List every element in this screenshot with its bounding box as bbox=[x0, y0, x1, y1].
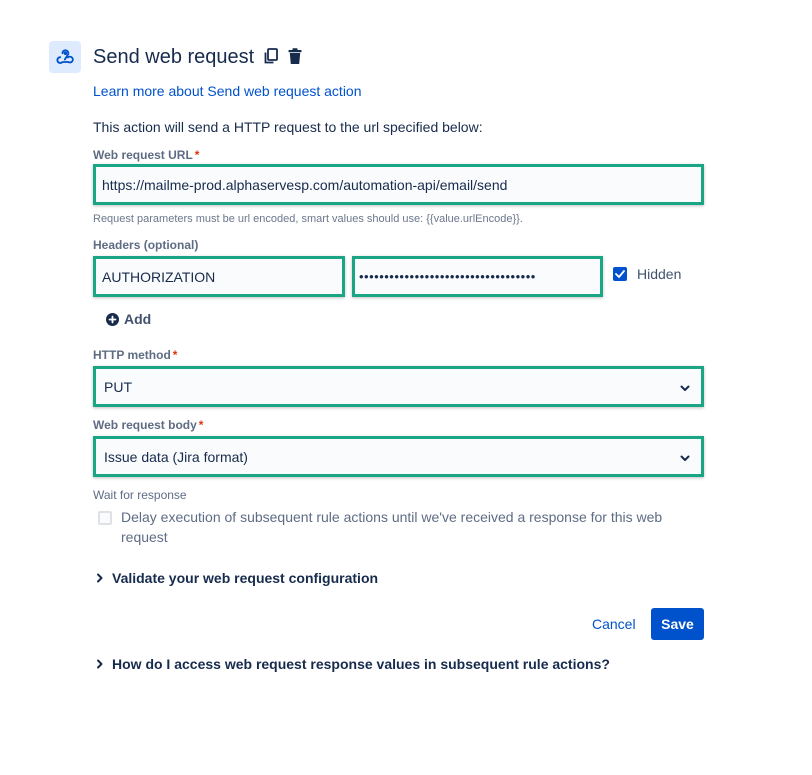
http-method-value: PUT bbox=[104, 378, 132, 395]
trash-icon[interactable] bbox=[286, 46, 304, 66]
url-label-text: Web request URL bbox=[93, 148, 193, 162]
method-label-text: HTTP method bbox=[93, 348, 171, 362]
wait-for-response-label: Wait for response bbox=[93, 488, 187, 502]
headers-label: Headers (optional) bbox=[93, 238, 199, 252]
intro-text: This action will send a HTTP request to the url specified below: bbox=[93, 119, 483, 135]
save-button[interactable]: Save bbox=[651, 608, 704, 640]
delay-execution-checkbox[interactable] bbox=[98, 511, 112, 525]
required-mark: * bbox=[172, 348, 178, 362]
page-title: Send web request bbox=[93, 46, 255, 68]
required-mark: * bbox=[198, 418, 204, 432]
hidden-label: Hidden bbox=[637, 266, 682, 282]
faq-label: How do I access web request response values in subsequent rule actions? bbox=[112, 656, 610, 672]
hidden-toggle[interactable] bbox=[613, 266, 681, 282]
header-key-value: AUTHORIZATION bbox=[102, 268, 216, 285]
header-value-input[interactable] bbox=[352, 256, 603, 297]
request-body-select[interactable] bbox=[93, 436, 704, 477]
header-actions bbox=[262, 46, 304, 66]
request-body-value: Issue data (Jira format) bbox=[104, 448, 248, 465]
method-label bbox=[93, 347, 177, 363]
webhook-icon bbox=[49, 41, 81, 73]
delay-execution-text: Delay execution of subsequent rule actions until we've received a response for this web request bbox=[121, 509, 663, 545]
faq-expander[interactable] bbox=[96, 656, 610, 672]
url-label bbox=[93, 147, 199, 163]
chevron-down-icon bbox=[679, 381, 691, 393]
add-circle-icon bbox=[106, 313, 119, 326]
add-header-label: Add bbox=[124, 311, 152, 327]
chevron-right-icon bbox=[96, 659, 104, 669]
body-label bbox=[93, 417, 203, 433]
body-label-text: Web request body bbox=[93, 418, 197, 432]
http-method-select[interactable] bbox=[93, 366, 704, 407]
required-mark: * bbox=[194, 148, 200, 162]
url-input[interactable] bbox=[93, 164, 704, 205]
add-header-button[interactable] bbox=[106, 311, 151, 327]
validate-config-label: Validate your web request configuration bbox=[112, 570, 379, 586]
copy-icon[interactable] bbox=[262, 46, 280, 66]
chevron-right-icon bbox=[96, 573, 104, 583]
url-input-value: https://mailme-prod.alphaservesp.com/automation-api/email/send bbox=[102, 176, 508, 193]
hidden-checkbox[interactable] bbox=[613, 267, 627, 281]
chevron-down-icon bbox=[679, 451, 691, 463]
learn-more-link[interactable]: Learn more about Send web request action bbox=[93, 83, 362, 99]
cancel-button[interactable]: Cancel bbox=[592, 616, 636, 632]
header-key-input[interactable] bbox=[93, 256, 345, 297]
header-value-masked: ••••••••••••••••••••••••••••••••••• bbox=[359, 269, 536, 284]
validate-config-expander[interactable] bbox=[96, 570, 378, 586]
url-help-text: Request parameters must be url encoded, smart values should use: {{value.urlEncode}}. bbox=[93, 213, 523, 225]
